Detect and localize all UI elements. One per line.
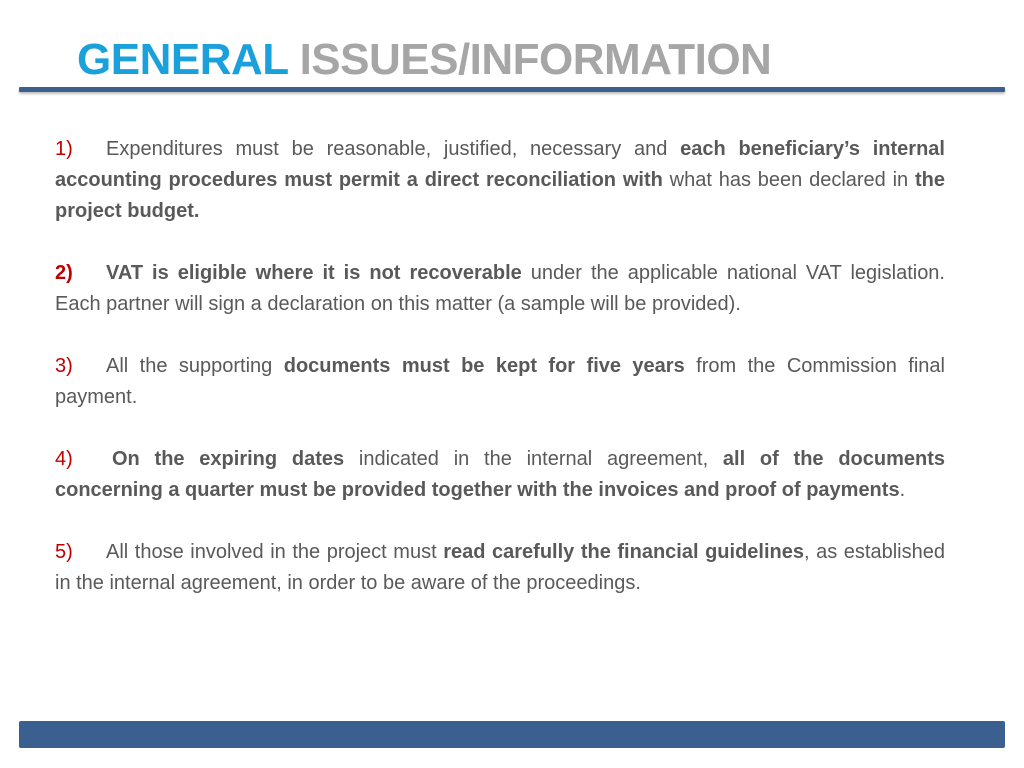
item-text: under the applicable national VAT legislation. Each partner will sign a declaration on this matter (a sample will be provided). [55,262,945,315]
footer-bar [19,721,1005,748]
item-number: 5) [55,541,73,563]
item-bold-text: On the expiring dates [112,448,345,470]
content-list [55,134,945,630]
item-text: from the Commission final payment. [55,355,945,408]
item-bold-text: the project budget. [55,169,945,222]
list-item-2 [55,258,945,320]
list-item-5 [55,537,945,599]
item-number: 1) [55,138,73,160]
item-text: All those involved in the project must [106,541,444,563]
list-item-3 [55,351,945,413]
item-bold-text: read carefully the financial guidelines [443,541,804,563]
item-text: . [899,479,906,501]
title-divider [19,87,1005,92]
item-text: , as established in the internal agreement, in order to be aware of the proceedings. [55,541,945,594]
item-text: what has been declared in [662,169,915,191]
item-text: All the supporting [106,355,284,377]
item-bold-text: each beneficiary’s internal accounting procedures must permit a direct reconciliation with [55,138,945,191]
slide-title [77,34,771,86]
item-bold-text: VAT is eligible where it is not recoverable [106,262,522,284]
list-item-1 [55,134,945,227]
item-text: Expenditures must be reasonable, justified, necessary and [106,138,681,160]
item-number: 4) [55,448,73,470]
item-number: 3) [55,355,73,377]
item-bold-text: all of the documents concerning a quarter must be provided together with the invoices and proof of payments [55,448,945,501]
title-word-issues: ISSUES/INFORMATION [299,35,772,84]
title-word-general: GENERAL [77,35,288,84]
item-text: indicated in the internal agreement, [344,448,723,470]
item-bold-text: documents must be kept for five years [283,355,685,377]
item-number: 2) [55,262,73,284]
list-item-4 [55,444,945,506]
